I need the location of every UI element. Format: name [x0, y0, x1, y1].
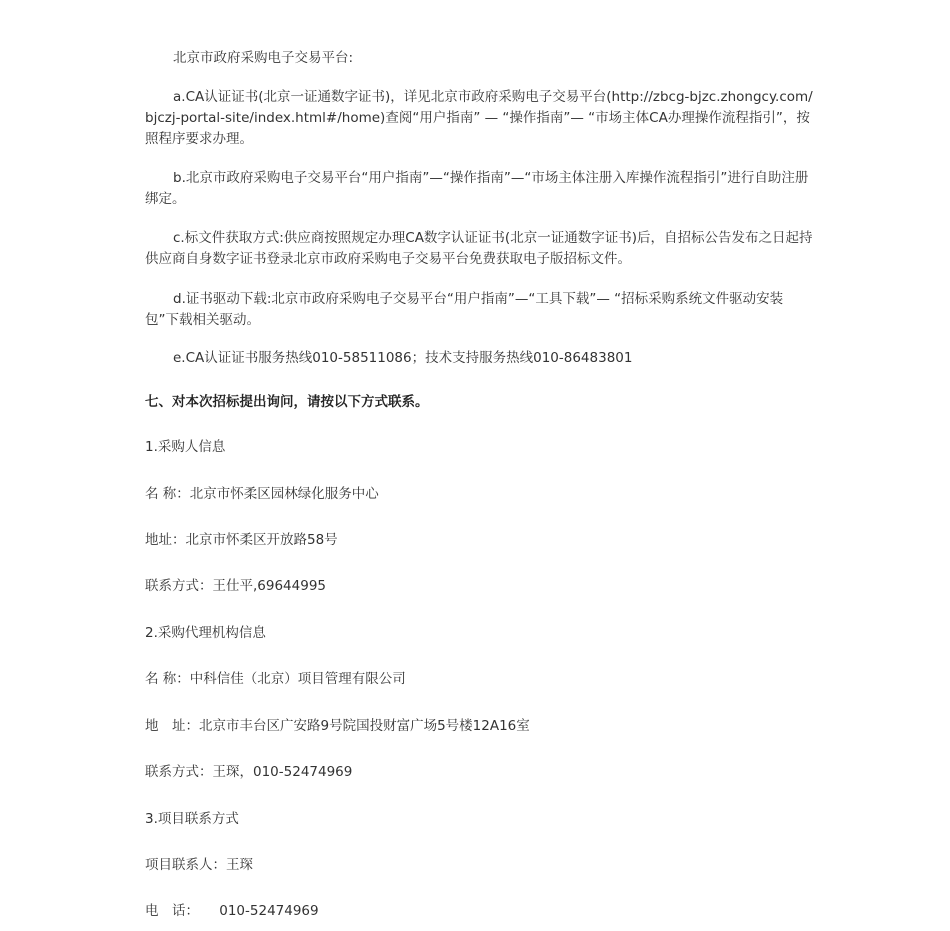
platform-intro: 北京市政府采购电子交易平台: — [173, 50, 354, 66]
item-b-registration: b.北京市政府采购电子交易平台“用户指南”—“操作指南”—“市场主体注册入库操作流程指引”进行自助注册绑定。 — [145, 170, 809, 207]
project-phone: 电 话： 010-52474969 — [145, 903, 319, 919]
item-e-hotlines: e.CA认证证书服务热线010-58511086；技术支持服务热线010-86483801 — [173, 350, 633, 366]
agency-name: 名 称：中科信佳（北京）项目管理有限公司 — [145, 671, 406, 687]
item-d-driver-download: d.证书驱动下载:北京市政府采购电子交易平台“用户指南”—“工具下载”— “招标采购系统文件驱动安装包”下载相关驱动。 — [145, 291, 784, 328]
agency-heading: 2.采购代理机构信息 — [145, 625, 266, 641]
project-contact-person: 项目联系人：王琛 — [145, 857, 253, 873]
purchaser-heading: 1.采购人信息 — [145, 439, 226, 455]
agency-contact: 联系方式：王琛，010-52474969 — [145, 764, 353, 780]
purchaser-address: 地址：北京市怀柔区开放路58号 — [145, 532, 338, 548]
agency-address: 地 址：北京市丰台区广安路9号院国投财富广场5号楼12A16室 — [145, 718, 530, 734]
purchaser-name: 名 称：北京市怀柔区园林绿化服务中心 — [145, 486, 379, 502]
purchaser-contact: 联系方式：王仕平,69644995 — [145, 578, 327, 594]
section-heading-contact: 七、对本次招标提出询问，请按以下方式联系。 — [145, 394, 429, 410]
item-c-document-access: c.标文件获取方式:供应商按照规定办理CA数字认证证书(北京一证通数字证书)后，自招标公告发布之日起持供应商自身数字证书登录北京市政府采购电子交易平台免费获取电子版招标文件。 — [145, 230, 813, 267]
project-heading: 3.项目联系方式 — [145, 811, 239, 827]
item-a-ca-certificate: a.CA认证证书(北京一证通数字证书)，详见北京市政府采购电子交易平台(http://zbcg-bjzc.zhongcy.com/bjczj-portal-site/index.html#/home)查阅“用户指南” — “操作指南”— “市场主体CA办理操作流程指引”，按照程序要求办理。 — [145, 89, 813, 147]
